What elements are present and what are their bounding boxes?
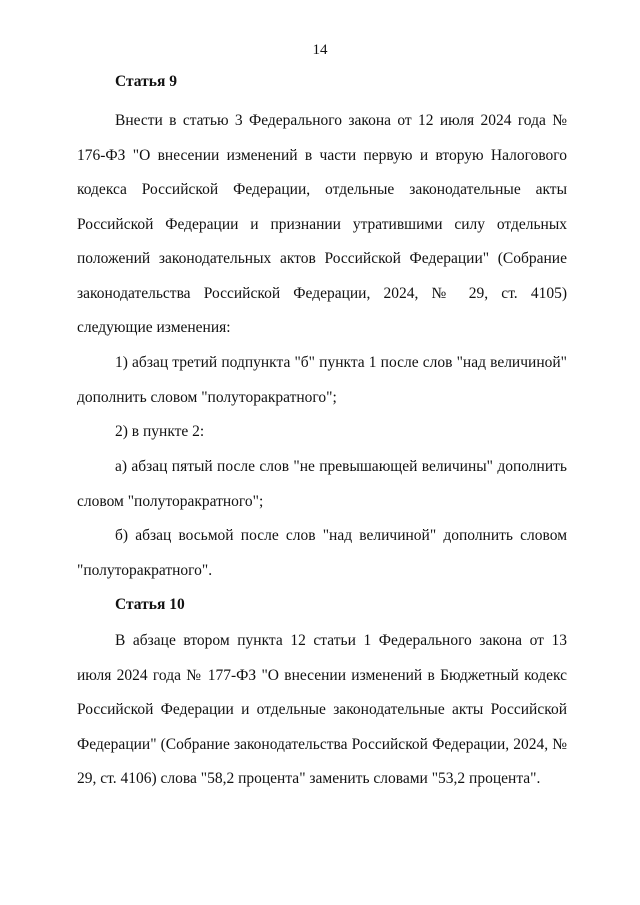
article-9-heading: Статья 9 <box>115 73 177 90</box>
article-9-item-1: 1) абзац третий подпункта "б" пункта 1 после слов "над величиной" дополнить словом "полуторакратного"; <box>77 354 567 406</box>
article-9-item-2: 2) в пункте 2: <box>115 423 205 440</box>
page-number: 14 <box>312 42 328 58</box>
article-9-item-2a: а) абзац пятый после слов "не превышающей величины" дополнить словом "полуторакратного"; <box>77 458 567 510</box>
article-10-heading: Статья 10 <box>115 596 185 613</box>
article-9-intro: Внести в статью 3 Федерального закона от 12 июля 2024 года № 176-ФЗ "О внесении изменений в части первую и вторую Налогового кодекса Российской Федерации, отдельные законодательные акты Российской Федерации и признании утратившими силу отдельных положений законодательных актов Российской Федерации" (Собрание законодательства Российской Федерации, 2024, № 29, ст. 4105) следующие изменения: <box>77 112 567 336</box>
article-10-text: В абзаце втором пункта 12 статьи 1 Федерального закона от 13 июля 2024 года № 177-ФЗ "О внесении изменений в Бюджетный кодекс Российской Федерации и отдельные законодательные акты Российской Федерации" (Собрание законодательства Российской Федерации, 2024, № 29, ст. 4106) слова "58,2 процента" заменить словами "53,2 процента". <box>77 632 567 787</box>
article-9-item-2b: б) абзац восьмой после слов "над величиной" дополнить словом "полуторакратного". <box>77 527 567 579</box>
